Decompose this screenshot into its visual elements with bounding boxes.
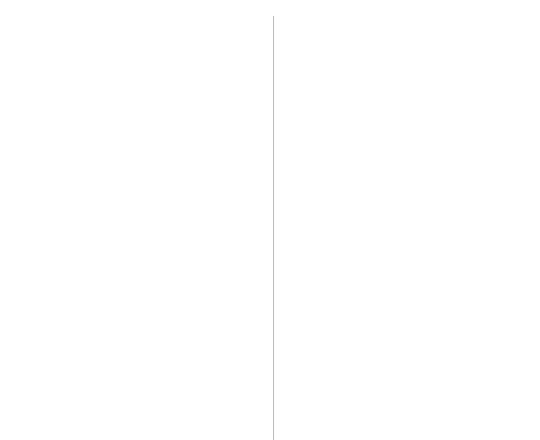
left-column xyxy=(6,16,268,440)
column-divider xyxy=(273,16,274,440)
right-column xyxy=(280,16,536,440)
article-headline xyxy=(0,0,540,10)
